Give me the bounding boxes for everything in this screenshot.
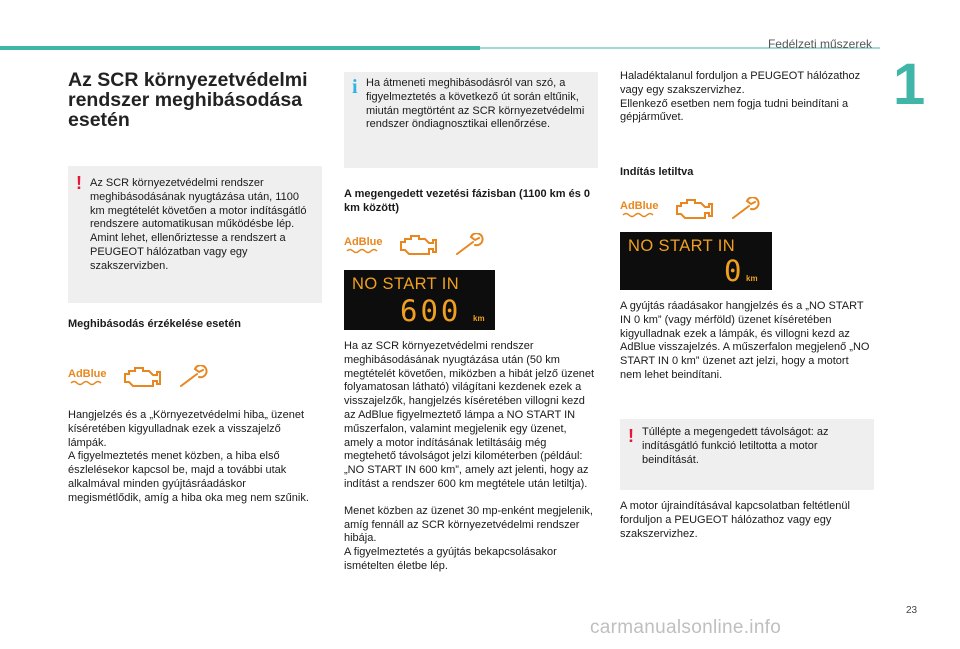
wrench-icon: [453, 233, 489, 257]
chapter-number: 1: [893, 52, 926, 117]
subheading: A megengedett vezetési fázisban (1100 km és 0 km között): [344, 188, 590, 214]
info-box: [344, 72, 598, 168]
adblue-icon: [620, 200, 659, 218]
column-2-info: [344, 72, 598, 168]
intro-text: Haladéktalanul forduljon a PEUGEOT hálózathoz vagy egy szakszervizhez. Ellenkező esetben nem fogja tudni beindítani a gépjárművet.: [620, 70, 861, 124]
warning-lamps-row: [344, 232, 489, 258]
adblue-wave-icon: [70, 380, 104, 386]
page-number: 23: [906, 605, 918, 616]
column-2-sub: [344, 188, 594, 216]
column-1-sub: [68, 318, 324, 332]
warning-mark-icon: !: [76, 173, 82, 193]
warning-box: [68, 166, 322, 303]
subheading: Indítás letiltva: [620, 166, 694, 178]
column-3-intro: [620, 70, 874, 125]
warning-lamps-row: [68, 364, 213, 390]
adblue-wave-icon: [622, 212, 656, 218]
column-1-warning: [68, 166, 322, 303]
display-unit: km: [473, 314, 485, 323]
final-text: A motor újraindításával kapcsolatban feltétlenül forduljon a PEUGEOT hálózathoz vagy egy szakszervizhez.: [620, 500, 850, 540]
display-text: NO START IN: [352, 275, 460, 293]
body-text: Ha az SCR környezetvédelmi rendszer meghibásodásának nyugtázása után (50 km megtételét követően, miközben a hibát jelző üzenet folyamatosan látható) világítani kezdenek ezek a visszajelzők, hangjelzés kíséretében villogni kezd az AdBlue figyelmeztető lámpa a NO START IN műszerfalon, valamint megjelenik egy üzenet, amely a motor indításának letiltásáig még megtehető távolságot jelzi kilométerben (például: „NO START IN 600 km”, amely azt jelenti, hogy az indítást a rendszer 600 km megtétele után letiltja).: [344, 340, 595, 490]
info-mark-icon: i: [352, 76, 358, 98]
instrument-display: [620, 232, 772, 290]
info-text: Ha átmeneti meghibásodásról van szó, a figyelmeztetés a következő út során eltűnik, miután megtörtént az SCR környezetvédelmi rendszer öndiagnosztikai ellenőrzése.: [366, 77, 585, 131]
header-rule: [0, 46, 480, 50]
adblue-wave-icon: [346, 248, 380, 254]
warning-box: [620, 419, 874, 490]
chapter-title: Fedélzeti műszerek: [767, 37, 872, 51]
wrench-icon: [729, 197, 765, 221]
warning-mark-icon: !: [628, 426, 634, 446]
display-value: 600: [400, 294, 462, 328]
column-1: [68, 70, 324, 130]
adblue-label: AdBlue: [68, 368, 107, 380]
instrument-display: [344, 270, 495, 330]
engine-icon: [673, 196, 715, 222]
engine-icon: [397, 232, 439, 258]
warning-lamps-row: [620, 196, 765, 222]
engine-icon: [121, 364, 163, 390]
warning-text: Az SCR környezetvédelmi rendszer meghibásodásának nyugtázása után, 1100 km megtételét követően a motor indításgátló rendszere automatikusan működésbe lép. Amint lehet, ellenőriztesse a rendszert a PEUGEOT hálózatban vagy egy szakszervizben.: [90, 177, 307, 272]
body-text: Hangjelzés és a „Környezetvédelmi hiba„ üzenet kíséretében kigyulladnak ezek a visszajelző lámpák. A figyelmeztetés menet közben, a hiba első észlelésekor kapcsol be, majd a további utak alkalmával minden gyújtásráadáskor megismétlődik, amíg a hiba oka meg nem szűnik.: [68, 409, 309, 504]
column-3-sub: [620, 166, 876, 180]
adblue-icon: [344, 236, 383, 254]
section-title: Az SCR környezetvédelmi rendszer meghibásodása esetén: [68, 69, 308, 131]
wrench-icon: [177, 365, 213, 389]
adblue-label: AdBlue: [344, 236, 383, 248]
adblue-icon: [68, 368, 107, 386]
column-3-final: [620, 500, 874, 541]
watermark: carmanualsonline.info: [590, 617, 782, 638]
column-1-body: [68, 409, 314, 506]
column-3-body: [620, 300, 872, 383]
subheading: Meghibásodás érzékelése esetén: [68, 318, 242, 330]
warning-text: Túllépte a megengedett távolságot: az indításgátló funkció letiltotta a motor beindítását.: [642, 426, 829, 466]
adblue-label: AdBlue: [620, 200, 659, 212]
display-text: NO START IN: [628, 237, 736, 255]
display-value: 0: [724, 254, 745, 288]
column-2-body: [344, 340, 596, 574]
display-unit: km: [746, 274, 758, 283]
column-3-warning: [620, 419, 874, 490]
body-text: A gyújtás ráadásakor hangjelzés és a „NO START IN 0 km” (vagy mérföld) üzenet kíséretében kigyulladnak ezek a lámpák, és villogni kezd az AdBlue visszajelzés. A műszerfalon megjelenő „NO START IN 0 km” üzenet azt jelzi, hogy a motort nem lehet beindítani.: [620, 300, 870, 381]
body-text-2: Menet közben az üzenet 30 mp-enként megjelenik, amíg fennáll az SCR környezetvédelmi rendszer hibája. A figyelmeztetés a gyújtás bekapcsolásakor ismételten életbe lép.: [344, 504, 593, 572]
